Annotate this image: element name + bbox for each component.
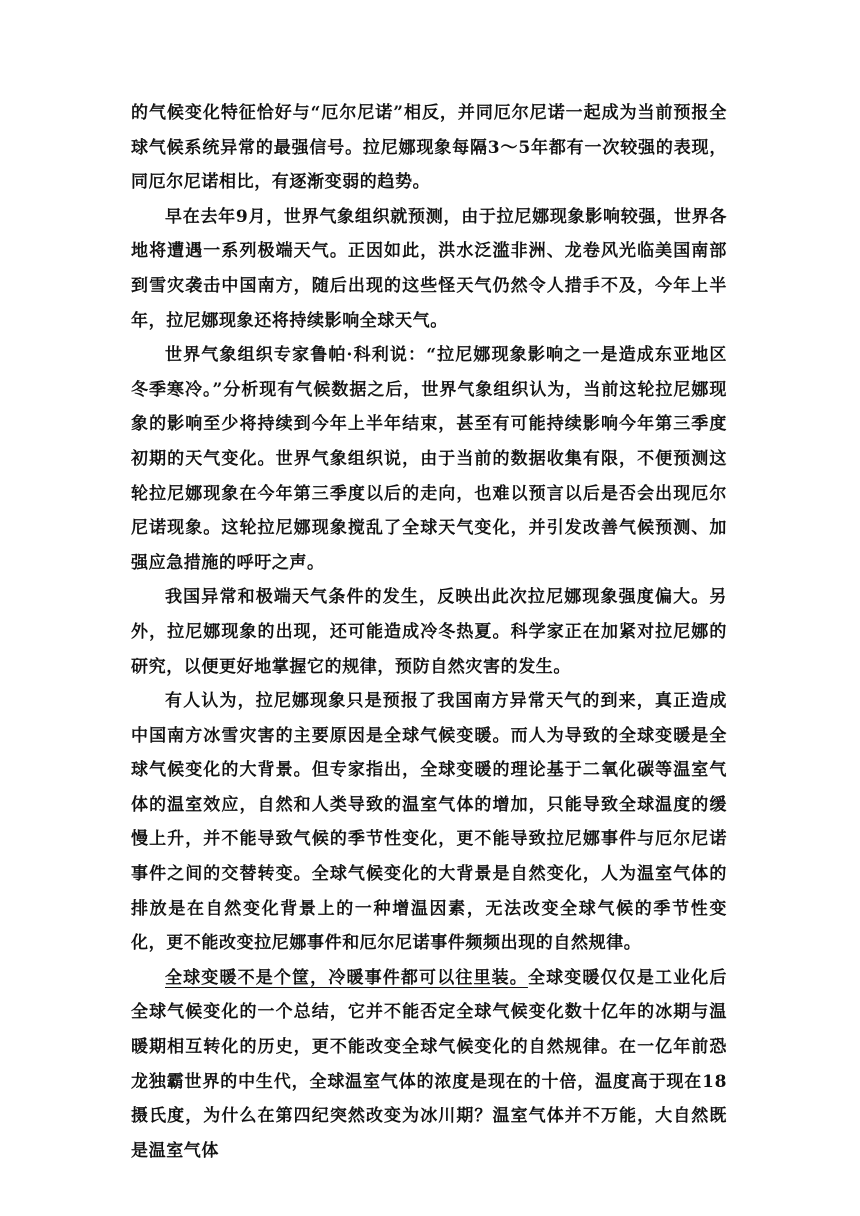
paragraph-3: 世界气象组织专家鲁帕·科利说：“拉尼娜现象影响之一是造成东亚地区冬季寒冷。”分析现有气候数据之后，世界气象组织认为，当前这轮拉尼娜现象的影响至少将持续到今年上半年结束，甚至有可能持续影响今年第三季度初期的天气变化。世界气象组织说，由于当前的数据收集有限，不便预测这轮拉尼娜现象在今年第三季度以后的走向，也难以预言以后是否会出现厄尔尼诺现象。这轮拉尼娜现象搅乱了全球天气变化，并引发改善气候预测、加强应急措施的呼吁之声。 <box>131 345 727 573</box>
paragraph-1: 的气候变化特征恰好与“厄尔尼诺”相反，并同厄尔尼诺一起成为当前预报全球气候系统异常的最强信号。拉尼娜现象每隔3～5年都有一次较强的表现，同厄尔尼诺相比，有逐渐变弱的趋势。 <box>131 103 727 193</box>
paragraph-4: 我国异常和极端天气条件的发生，反映出此次拉尼娜现象强度偏大。另外，拉尼娜现象的出现，还可能造成冷冬热夏。科学家正在加紧对拉尼娜的研究，以便更好地掌握它的规律，预防自然灾害的发生。 <box>131 587 727 677</box>
paragraph-2: 早在去年9月，世界气象组织就预测，由于拉尼娜现象影响较强，世界各地将遭遇一系列极端天气。正因如此，洪水泛滥非洲、龙卷风光临美国南部到雪灾袭击中国南方，随后出现的这些怪天气仍然令人措手不及，今年上半年，拉尼娜现象还将持续影响全球天气。 <box>131 206 727 331</box>
paragraph-6-text: 全球变暖仅仅是工业化后全球气候变化的一个总结，它并不能否定全球气候变化数十亿年的冰期与温暖期相互转化的历史，更不能改变全球气候变化的自然规律。在一亿年前恐龙独霸世界的中生代，全球温室气体的浓度是现在的十倍，温度高于现在18摄氏度，为什么在第四纪突然改变为冰川期？温室气体并不万能，大自然既是温室气体 <box>131 967 728 1161</box>
paragraph-6 <box>131 961 727 1169</box>
paragraph-5: 有人认为，拉尼娜现象只是预报了我国南方异常天气的到来，真正造成中国南方冰雪灾害的主要原因是全球气候变暖。而人为导致的全球变暖是全球气候变化的大背景。但专家指出，全球变暖的理论基于二氧化碳等温室气体的温室效应，自然和人类导致的温室气体的增加，只能导致全球温度的缓慢上升，并不能导致气候的季节性变化，更不能导致拉尼娜事件与厄尔尼诺事件之间的交替转变。全球气候变化的大背景是自然变化，人为温室气体的排放是在自然变化背景上的一种增温因素，无法改变全球气候的季节性变化，更不能改变拉尼娜事件和厄尔尼诺事件频频出现的自然规律。 <box>131 691 727 954</box>
underlined-sentence: 全球变暖不是个筐，冷暖事件都可以往里装。 <box>165 967 528 988</box>
document-body <box>131 96 727 1168</box>
